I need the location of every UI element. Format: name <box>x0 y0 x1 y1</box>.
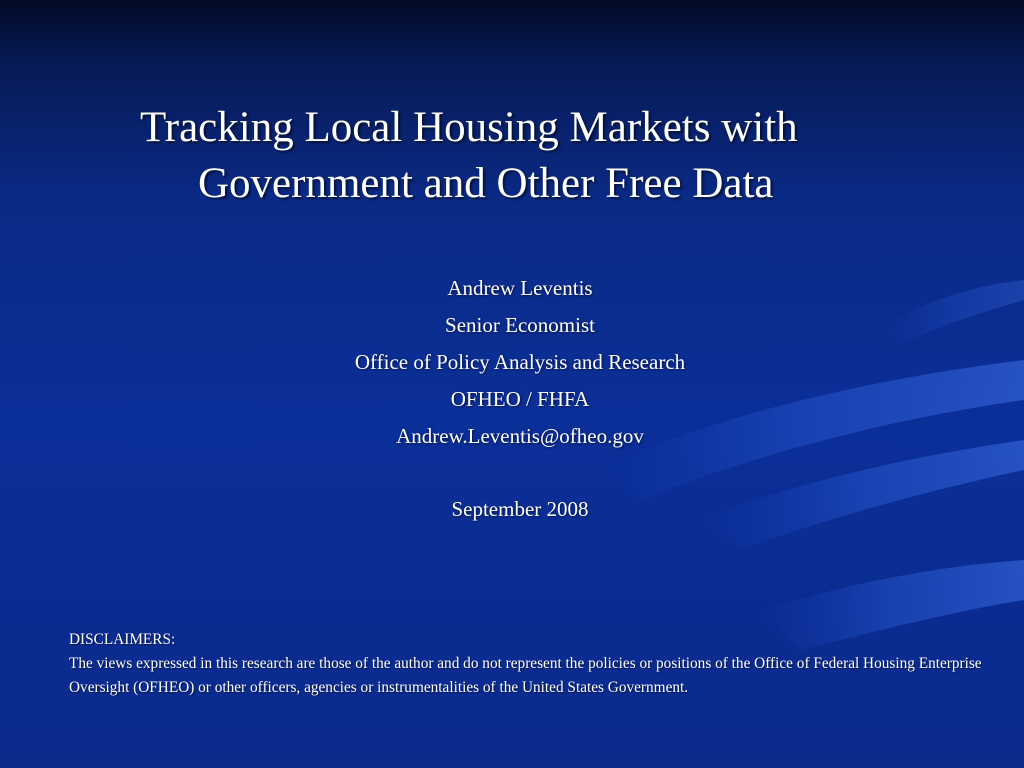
slide-title <box>140 100 940 212</box>
author-email: Andrew.Leventis@ofheo.gov <box>396 424 644 448</box>
author-office: Office of Policy Analysis and Research <box>354 350 686 374</box>
author-block <box>220 270 820 528</box>
author-role: Senior Economist <box>445 313 595 337</box>
author-name: Andrew Leventis <box>447 276 593 300</box>
presentation-date: September 2008 <box>451 497 589 521</box>
title-line-1: Tracking Local Housing Markets with <box>140 104 798 151</box>
title-line-2: Government and Other Free Data <box>198 160 774 207</box>
disclaimer-text: The views expressed in this research are those of the author and do not represent the policies or positions of the Office of Federal Housing Enterprise Oversight (OFHEO) or other officers, agencies or instrumentalities of the United States Government. <box>69 655 982 696</box>
disclaimer-heading: DISCLAIMERS: <box>69 631 176 648</box>
author-agency: OFHEO / FHFA <box>450 387 590 411</box>
disclaimer-block <box>69 628 1004 700</box>
